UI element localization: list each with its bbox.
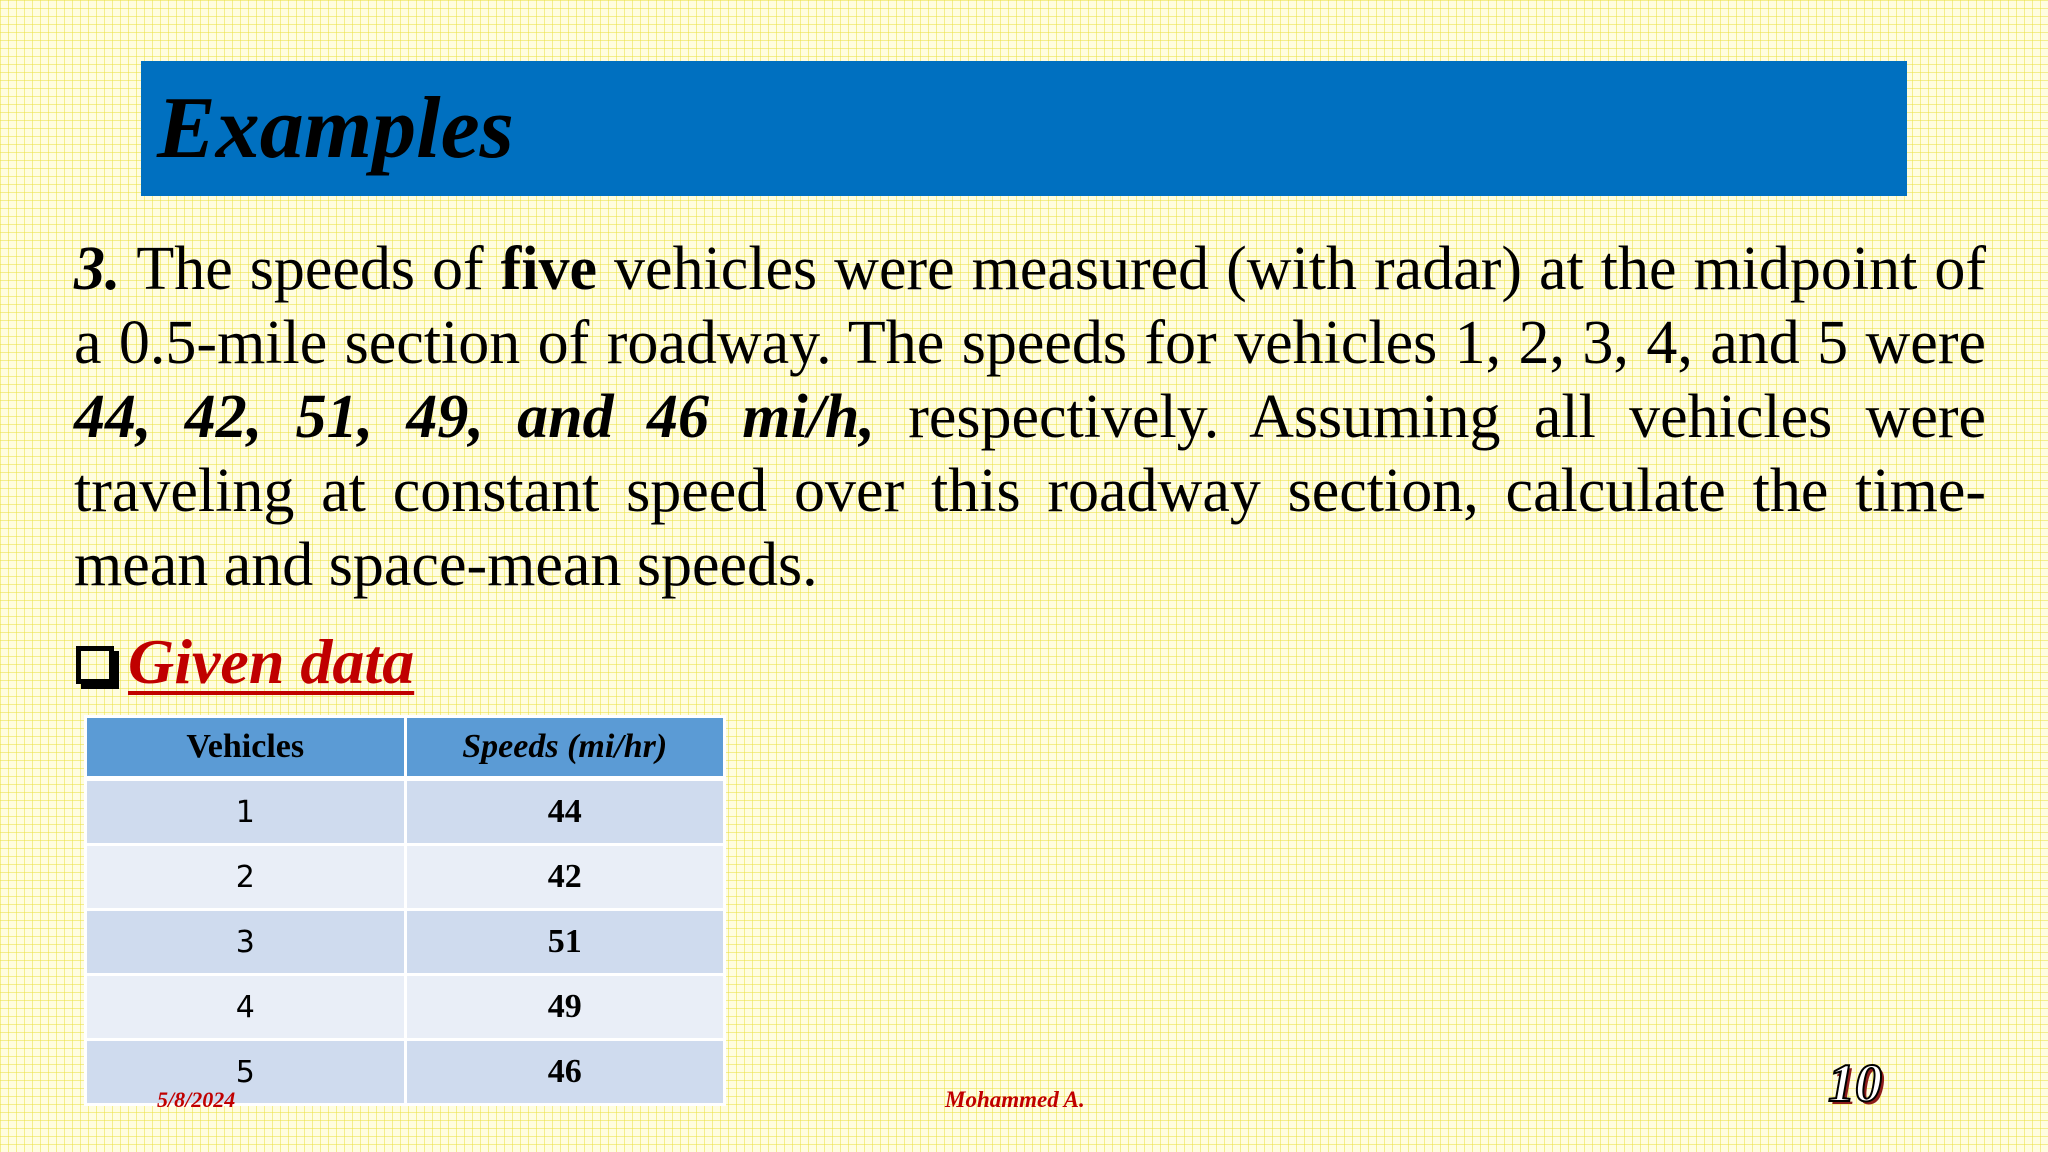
given-data-table xyxy=(84,715,726,1106)
vehicle-cell: 5 xyxy=(86,1040,406,1105)
table-row xyxy=(86,910,725,975)
problem-number: 3. xyxy=(74,235,121,303)
problem-text-part1: The speeds of xyxy=(120,235,501,303)
checkbox-bullet-icon xyxy=(76,646,114,684)
table-row xyxy=(86,975,725,1040)
speed-cell: 51 xyxy=(405,910,725,975)
slide-title: Examples xyxy=(157,79,514,177)
speed-cell: 42 xyxy=(405,845,725,910)
header-vehicles: Vehicles xyxy=(86,717,406,779)
vehicle-cell: 1 xyxy=(86,779,406,845)
given-data-label: Given data xyxy=(128,626,415,697)
table-row xyxy=(86,845,725,910)
problem-text-part2: vehicles were measured (with radar) at the midpoint of a 0.5-mile section of roadway. The speeds for vehicles 1, 2, 3, 4, and 5 were xyxy=(74,235,1986,377)
vehicle-cell: 3 xyxy=(86,910,406,975)
problem-emphasis-speeds: 44, 42, 51, 49, and 46 mi/h, xyxy=(74,383,875,451)
footer-author: Mohammed A. xyxy=(945,1087,1085,1112)
table-row xyxy=(86,779,725,845)
problem-emphasis-five: five xyxy=(500,235,598,303)
speed-cell: 49 xyxy=(405,975,725,1040)
speed-cell: 44 xyxy=(405,779,725,845)
vehicle-cell: 2 xyxy=(86,845,406,910)
header-speeds: Speeds (mi/hr) xyxy=(405,717,725,779)
title-bar xyxy=(141,61,1907,196)
page-number: 10 xyxy=(1828,1053,1882,1113)
given-data-heading xyxy=(76,624,414,700)
problem-text-part3: respectively. Assuming all vehicles were traveling at constant speed over this roadway section, calculate the time-mean and space-mean speeds. xyxy=(74,383,1986,599)
table-header-row xyxy=(86,717,725,779)
footer-date: 5/8/2024 xyxy=(157,1087,236,1112)
vehicle-cell: 4 xyxy=(86,975,406,1040)
problem-statement xyxy=(74,232,1986,602)
speed-cell: 46 xyxy=(405,1040,725,1105)
